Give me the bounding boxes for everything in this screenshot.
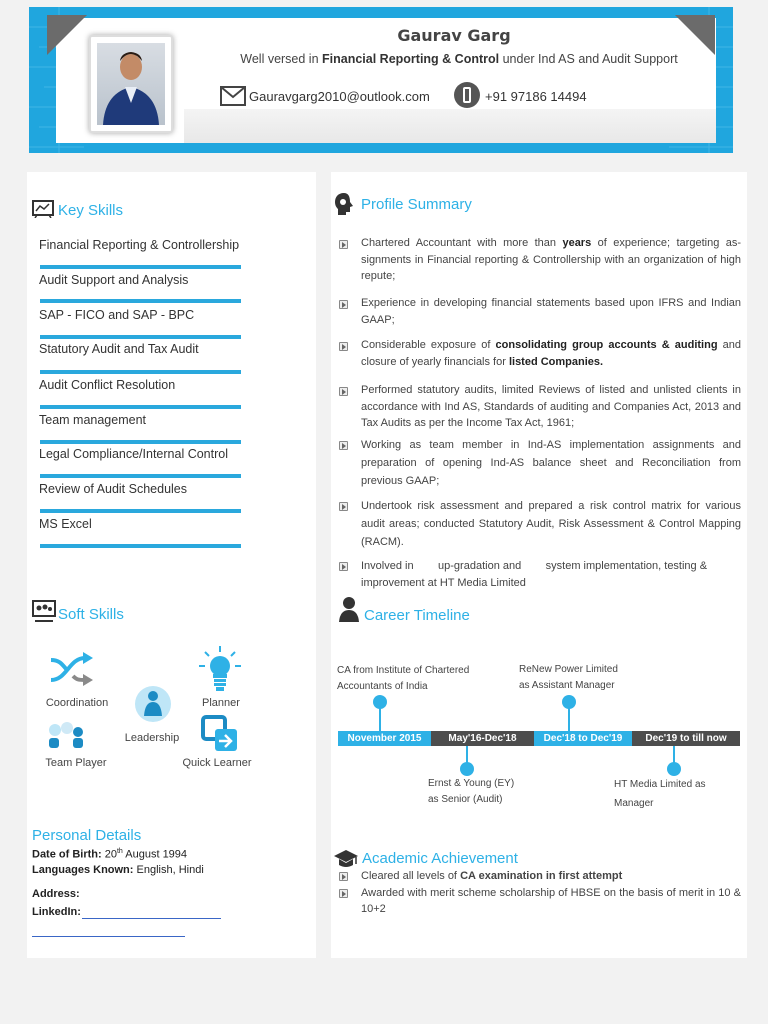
skill-item: Legal Compliance/Internal Control [39,447,228,461]
skill-bar [40,370,241,374]
header-card-shade [184,109,716,143]
skill-item: Audit Support and Analysis [39,273,189,287]
bullet-icon [339,441,348,450]
bullet-icon [339,387,348,396]
candidate-tagline: Well versed in Financial Reporting & Control under Ind AS and Audit Support [240,52,678,66]
languages-known: Languages Known: English, Hindi [32,864,204,876]
bullet-icon [339,889,348,898]
left-column [27,172,316,958]
summary-point: Working as team member in Ind-AS implementation assignments and preparation of opening Ind-AS balance sheet and Reconciliation from previous GAAP; [361,439,741,487]
phone-icon [454,82,480,108]
person-silhouette [97,43,165,125]
profile-photo [97,43,165,125]
skill-item: SAP - FICO and SAP - BPC [39,308,195,322]
ribbon-left [47,15,87,55]
timeline-stem [568,708,570,731]
skill-item: Financial Reporting & Controllership [39,238,240,252]
achievement-item: Cleared all levels of CA examination in first attempt [361,870,623,882]
timeline-segment-renew: Dec'18 to Dec'19 [534,731,632,746]
head-profile-icon [334,192,354,216]
skill-item: Team management [39,413,147,427]
light-bulb-icon [199,646,241,696]
quick-learner-label: Quick Learner [182,757,252,769]
phone-number[interactable]: +91 97186 14494 [485,89,587,104]
timeline-segment-ey: May'16-Dec'18 [431,731,534,746]
email-icon [220,86,246,106]
timeline-label-ht: HT Media Limited as Manager [614,779,706,809]
timeline-dot [667,762,681,776]
skill-item: Audit Conflict Resolution [39,378,176,392]
timeline-stem [379,708,381,731]
timeline-segment-ht: Dec'19 to till now [632,731,740,746]
shuffle-arrows-icon [49,652,95,686]
summary-point: Undertook risk assessment and prepared a risk control matrix for various audit areas; conducted Statutory Audit, Risk Assessment & Control Mapping (RACM). [361,500,741,548]
summary-point: Performed statutory audits, limited Reviews of listed and unlisted clients in accordance with Ind AS, Standards of auditing and Companies Act, 2013 and Tax Audits as per the Income Tax Act, 1961; [361,384,741,429]
skill-bar [40,299,241,303]
skill-bar [40,440,241,444]
skill-bar [40,509,241,513]
career-timeline-title: Career Timeline [364,607,470,624]
resume-header [29,7,733,153]
linkedin-link-continued[interactable] [32,936,185,937]
team-player-label: Team Player [45,757,107,769]
linkedin-link[interactable] [82,918,221,919]
academic-achievement-title: Academic Achievement [362,850,518,867]
personal-details-title: Personal Details [32,827,142,844]
profile-summary-title: Profile Summary [361,196,472,213]
quick-learner-icon [201,715,241,753]
bullet-icon [339,240,348,249]
key-skills-title: Key Skills [58,202,124,219]
timeline-label-ey: Ernst & Young (EY) as Senior (Audit) [428,778,515,805]
skill-bar [40,405,241,409]
presentation-board-icon [32,200,54,218]
bullet-icon [339,872,348,881]
timeline-label-ca: CA from Institute of Chartered Accountants of India [337,665,470,692]
profile-photo-frame [89,35,173,133]
summary-point: Involved in up-gradation and system implementation, testing & improvement at HT Media Limited [361,560,711,589]
linkedin-label: LinkedIn: [32,906,81,918]
skill-bar [40,265,241,269]
address-label: Address: [32,888,80,900]
skill-item: Review of Audit Schedules [39,482,188,496]
team-board-icon [32,600,56,622]
skill-item: MS Excel [39,517,92,531]
timeline-dot [460,762,474,776]
coordination-label: Coordination [45,697,109,709]
leadership-label: Leadership [124,732,180,744]
skill-item: Statutory Audit and Tax Audit [39,342,199,356]
achievement-item: Awarded with merit scheme scholarship of HBSE on the basis of merit in 10 & 10+2 [361,887,741,915]
timeline-dot [562,695,576,709]
graduation-cap-icon [333,849,359,869]
timeline-dot [373,695,387,709]
bullet-icon [339,342,348,351]
skill-bar [40,474,241,478]
timeline-label-renew: ReNew Power Limited as Assistant Manager [519,664,618,691]
person-icon [338,596,360,622]
skill-bar [40,335,241,339]
summary-point: Chartered Accountant with more than years of experience; targeting as-signments in Financial reporting & Controllership with an organization of high repute; [361,237,741,282]
ribbon-right [675,15,715,55]
timeline-segment-2015: November 2015 [338,731,431,746]
right-column [331,172,747,958]
summary-point: Considerable exposure of consolidating group accounts & auditing and closure of yearly financials for listed Companies. [361,339,741,368]
team-player-icon [45,720,87,750]
candidate-name: Gaurav Garg [397,26,511,45]
soft-skills-title: Soft Skills [58,606,124,623]
leadership-icon [133,684,173,724]
email-address[interactable]: Gauravgarg2010@outlook.com [249,89,430,104]
summary-point: Experience in developing financial statements based upon IFRS and Indian GAAP; [361,297,741,326]
skill-bar [40,544,241,548]
planner-label: Planner [202,697,240,709]
date-of-birth: Date of Birth: 20th August 1994 [32,848,188,861]
bullet-icon [339,502,348,511]
bullet-icon [339,562,348,571]
bullet-icon [339,300,348,309]
